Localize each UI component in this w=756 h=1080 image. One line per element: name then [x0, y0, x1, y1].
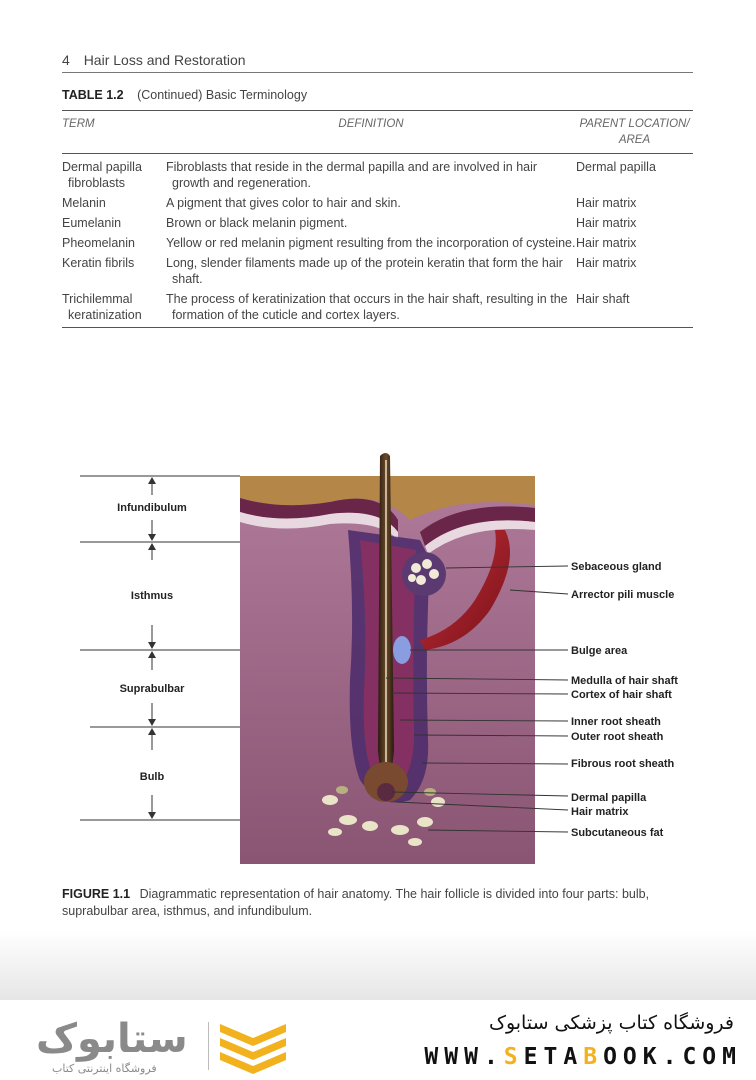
table-caption [62, 88, 307, 102]
store-title: فروشگاه کتاب پزشکی ستابوک [488, 1012, 734, 1034]
column-header-parent-location: PARENT LOCATION/ AREA [576, 111, 693, 154]
table-row [62, 213, 693, 233]
store-logo-text: ستابوک [36, 1016, 188, 1062]
store-logo-subtitle: فروشگاه اینترنتی کتاب [52, 1062, 157, 1075]
term-cell: Keratin fibrils [62, 256, 135, 270]
sebum-cell [422, 559, 432, 569]
hair-anatomy-figure [80, 450, 700, 870]
definition-cell: The process of keratinization that occurs in the hair shaft, resulting in the formation of the cuticle and cortex layers. [166, 292, 568, 322]
label-fibrous-root-sheath: Fibrous root sheath [571, 758, 675, 770]
label-arrector-pili-muscle: Arrector pili muscle [571, 589, 675, 601]
label-isthmus: Isthmus [130, 590, 174, 602]
term-cell: Eumelanin [62, 216, 122, 230]
figure-caption-text: Diagrammatic representation of hair anatomy. The hair follicle is divided into four parts: bulb, suprabulbar area, isthmus, and infundibulum. [62, 887, 650, 918]
table-row [62, 289, 693, 328]
table-row [62, 193, 693, 213]
sebum-cell [411, 563, 421, 573]
term-cell: Pheomelanin [62, 236, 135, 250]
term-cell: Trichilemmal keratinization [62, 292, 142, 322]
label-inner-root-sheath: Inner root sheath [571, 716, 661, 728]
column-header-definition: DEFINITION [166, 111, 576, 154]
table-label: TABLE 1.2 [62, 88, 124, 102]
parent-cell: Hair matrix [576, 196, 637, 210]
url-highlight-b: B [583, 1044, 604, 1070]
running-header [62, 52, 693, 73]
parent-cell: Hair matrix [576, 236, 637, 250]
label-sebaceous-gland: Sebaceous gland [571, 561, 662, 573]
url-middle: ETA [523, 1044, 584, 1070]
sebum-cell [408, 574, 416, 582]
term-cell: Melanin [62, 196, 106, 210]
url-highlight-s: S [503, 1044, 524, 1070]
label-subcutaneous-fat: Subcutaneous fat [571, 827, 664, 839]
bulge-area [393, 636, 411, 664]
label-outer-root-sheath: Outer root sheath [571, 731, 664, 743]
definition-cell: Long, slender filaments made up of the protein keratin that form the hair shaft. [166, 256, 563, 286]
label-cortex: Cortex of hair shaft [571, 689, 672, 701]
label-suprabulbar: Suprabulbar [119, 683, 185, 695]
book-stack-logo-icon [216, 1018, 290, 1074]
book-title: Hair Loss and Restoration [83, 52, 246, 68]
table-row [62, 253, 693, 289]
column-header-term: TERM [62, 111, 166, 154]
figure-label: FIGURE 1.1 [62, 887, 131, 901]
table-row [62, 233, 693, 253]
label-infundibulum: Infundibulum [117, 502, 187, 514]
sebum-cell [416, 575, 426, 585]
label-bulge-area: Bulge area [571, 645, 628, 657]
label-medulla: Medulla of hair shaft [571, 675, 678, 687]
page-number: 4 [62, 52, 70, 68]
store-url[interactable] [424, 1044, 742, 1070]
sebaceous-gland [402, 552, 446, 596]
table-caption-text: (Continued) Basic Terminology [137, 88, 308, 102]
figure-caption [62, 886, 693, 920]
parent-cell: Hair matrix [576, 256, 637, 270]
definition-cell: Yellow or red melanin pigment resulting from the incorporation of cysteine. [166, 236, 576, 250]
table-row [62, 154, 693, 194]
definition-cell: Fibroblasts that reside in the dermal papilla and are involved in hair growth and regeneration. [166, 160, 538, 190]
url-suffix: OOK.COM [603, 1044, 742, 1070]
table-header-row [62, 111, 693, 154]
parent-cell: Dermal papilla [576, 160, 656, 174]
terminology-table [62, 110, 693, 328]
region-markers [80, 476, 240, 820]
sebum-cell [429, 569, 439, 579]
page-bottom-fade [0, 930, 756, 1000]
parent-cell: Hair matrix [576, 216, 637, 230]
url-prefix: WWW. [424, 1044, 504, 1070]
definition-cell: Brown or black melanin pigment. [166, 216, 348, 230]
parent-cell: Hair shaft [576, 289, 693, 328]
term-cell: Dermal papilla fibroblasts [62, 160, 142, 190]
logo-divider [208, 1022, 209, 1070]
label-hair-matrix: Hair matrix [571, 806, 629, 818]
label-bulb: Bulb [139, 771, 165, 783]
definition-cell: A pigment that gives color to hair and skin. [166, 196, 401, 210]
label-dermal-papilla: Dermal papilla [571, 792, 647, 804]
